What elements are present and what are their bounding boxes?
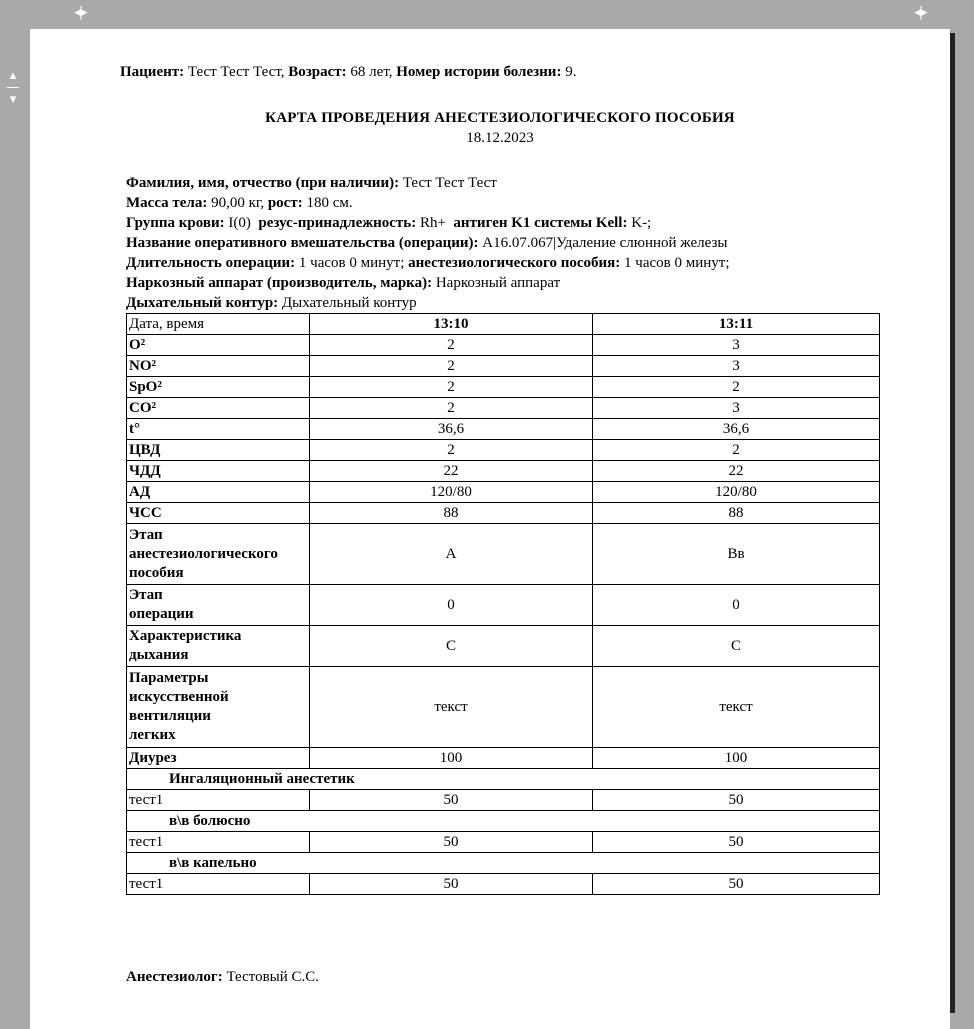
stage-anesthesia-value-1: А [310,524,593,585]
mass-line [126,193,353,213]
age-value: 68 лет, [350,64,393,80]
contour-line [126,293,417,313]
section-header-row [127,769,880,790]
blood-value: I(0) [228,215,251,231]
row-value-1: 2 [310,356,593,377]
section-header-row [127,853,880,874]
history-value: 9. [565,64,577,80]
page-shadow [950,33,955,1013]
document-title: КАРТА ПРОВЕДЕНИЯ АНЕСТЕЗИОЛОГИЧЕСКОГО ПОСОБИЯ [265,110,735,126]
age-label: Возраст: [288,64,347,80]
row-label: ЧДД [127,461,310,482]
fio-line [126,173,497,193]
stage-anesthesia-value-2: Вв [593,524,880,585]
anesthesiologist-label: Анестезиолог: [126,969,223,985]
table-row [127,356,880,377]
patient-value: Тест Тест Тест, [187,64,285,80]
ventilation-row [127,667,880,748]
height-label: рост: [267,195,303,211]
diuresis-row [127,748,880,769]
table-row [127,335,880,356]
row-value-1: 2 [310,440,593,461]
label-line: Этап [129,526,163,543]
row-value-1: 2 [310,377,593,398]
document-date: 18.12.2023 [466,130,534,146]
blood-label: Группа крови: [126,215,225,231]
operation-line [126,233,727,253]
table-row [127,790,880,811]
row-value-2: 2 [593,377,880,398]
row-value-1: 36,6 [310,419,593,440]
table-row [127,482,880,503]
section-header-row [127,811,880,832]
anesthesiologist-value: Тестовый С.С. [226,969,320,985]
left-margin-marker-icon[interactable]: ◂|▸ [74,5,86,20]
table-row [127,419,880,440]
diuresis-label: Диурез [127,748,310,769]
duration-value: 1 часов 0 минут; [298,255,405,271]
label-line: операции [129,606,194,622]
label-line: Этап [129,587,163,603]
ventilation-label [127,667,310,748]
ventilation-value-1: текст [310,667,593,748]
anesthesia-duration-value: 1 часов 0 минут; [624,255,730,271]
table-row [127,874,880,895]
row-label: ЦВД [127,440,310,461]
top-margin-marker-icon[interactable]: ▴ — ▾ [6,68,20,107]
document-page [30,29,950,1029]
breathing-value-1: С [310,626,593,667]
top-ruler [0,0,974,28]
row-value-1: 2 [310,335,593,356]
row-label: АД [127,482,310,503]
row-value-2: 88 [593,503,880,524]
label-line: искусственной [129,689,229,705]
table-row [127,377,880,398]
drug-value-2: 50 [593,874,880,895]
row-value-2: 3 [593,335,880,356]
monitoring-table [126,313,880,895]
stage-operation-value-2: 0 [593,585,880,626]
row-value-2: 120/80 [593,482,880,503]
label-line: Параметры [129,670,209,686]
drug-value-1: 50 [310,874,593,895]
row-value-1: 120/80 [310,482,593,503]
blood-line [126,213,651,233]
row-label: t° [127,419,310,440]
stage-operation-value-1: 0 [310,585,593,626]
contour-value: Дыхательный контур [281,295,417,311]
patient-label: Пациент: [120,64,185,80]
row-label: CO² [127,398,310,419]
stage-operation-row [127,585,880,626]
header-label-cell: Дата, время [127,314,310,335]
anesthesia-duration-label: анестезиологического пособия: [408,255,621,271]
label-line: анестезиологического [129,545,278,562]
breathing-label [127,626,310,667]
drug-value-1: 50 [310,832,593,853]
fio-value: Тест Тест Тест [402,175,497,191]
apparatus-label: Наркозный аппарат (производитель, марка): [126,275,433,291]
table-header-row [127,314,880,335]
table-row [127,398,880,419]
label-line: Характеристика [129,628,242,644]
section-title-bolus: в\в болюсно [127,811,880,832]
height-value: 180 см. [306,195,353,211]
table-row [127,503,880,524]
ventilation-value-2: текст [593,667,880,748]
operation-value: A16.07.067|Удаление слюнной железы [482,235,728,251]
drug-name: тест1 [127,874,310,895]
row-value-2: 2 [593,440,880,461]
section-title-drip: в\в капельно [127,853,880,874]
label-line: пособия [129,564,184,581]
contour-label: Дыхательный контур: [126,295,279,311]
label-line: легких [129,727,176,743]
row-value-2: 3 [593,398,880,419]
anesthesiologist-line [126,967,319,987]
table-row [127,461,880,482]
history-label: Номер истории болезни: [396,64,562,80]
label-line: дыхания [129,647,189,663]
mass-value: 90,00 кг, [211,195,265,211]
breathing-row [127,626,880,667]
drug-value-2: 50 [593,790,880,811]
table-row [127,832,880,853]
time-cell-2: 13:11 [593,314,880,335]
row-value-1: 2 [310,398,593,419]
row-value-2: 36,6 [593,419,880,440]
diuresis-value-1: 100 [310,748,593,769]
drug-value-1: 50 [310,790,593,811]
patient-line [120,62,576,82]
stage-operation-label [127,585,310,626]
stage-anesthesia-label [127,524,310,585]
time-cell-1: 13:10 [310,314,593,335]
drug-name: тест1 [127,790,310,811]
row-label: ЧСС [127,503,310,524]
operation-label: Название оперативного вмешательства (операции): [126,235,479,251]
row-label: NO² [127,356,310,377]
apparatus-value: Наркозный аппарат [435,275,561,291]
drug-value-2: 50 [593,832,880,853]
row-label: O² [127,335,310,356]
apparatus-line [126,273,560,293]
kell-value: K-; [631,215,652,231]
mass-label: Масса тела: [126,195,208,211]
fio-label: Фамилия, имя, отчество (при наличии): [126,175,400,191]
row-value-1: 88 [310,503,593,524]
rh-label: резус-принадлежность: [258,215,417,231]
label-line: вентиляции [129,708,211,724]
rh-value: Rh+ [419,215,446,231]
diuresis-value-2: 100 [593,748,880,769]
kell-label: антиген K1 системы Kell: [453,215,628,231]
left-ruler [0,28,28,1007]
breathing-value-2: С [593,626,880,667]
section-title-inhalation: Ингаляционный анестетик [127,769,880,790]
stage-anesthesia-row [127,524,880,585]
duration-label: Длительность операции: [126,255,296,271]
row-value-2: 22 [593,461,880,482]
duration-line [126,253,730,273]
table-row [127,440,880,461]
row-value-2: 3 [593,356,880,377]
drug-name: тест1 [127,832,310,853]
row-label: SpO² [127,377,310,398]
right-margin-marker-icon[interactable]: ◂|▸ [914,5,926,20]
row-value-1: 22 [310,461,593,482]
